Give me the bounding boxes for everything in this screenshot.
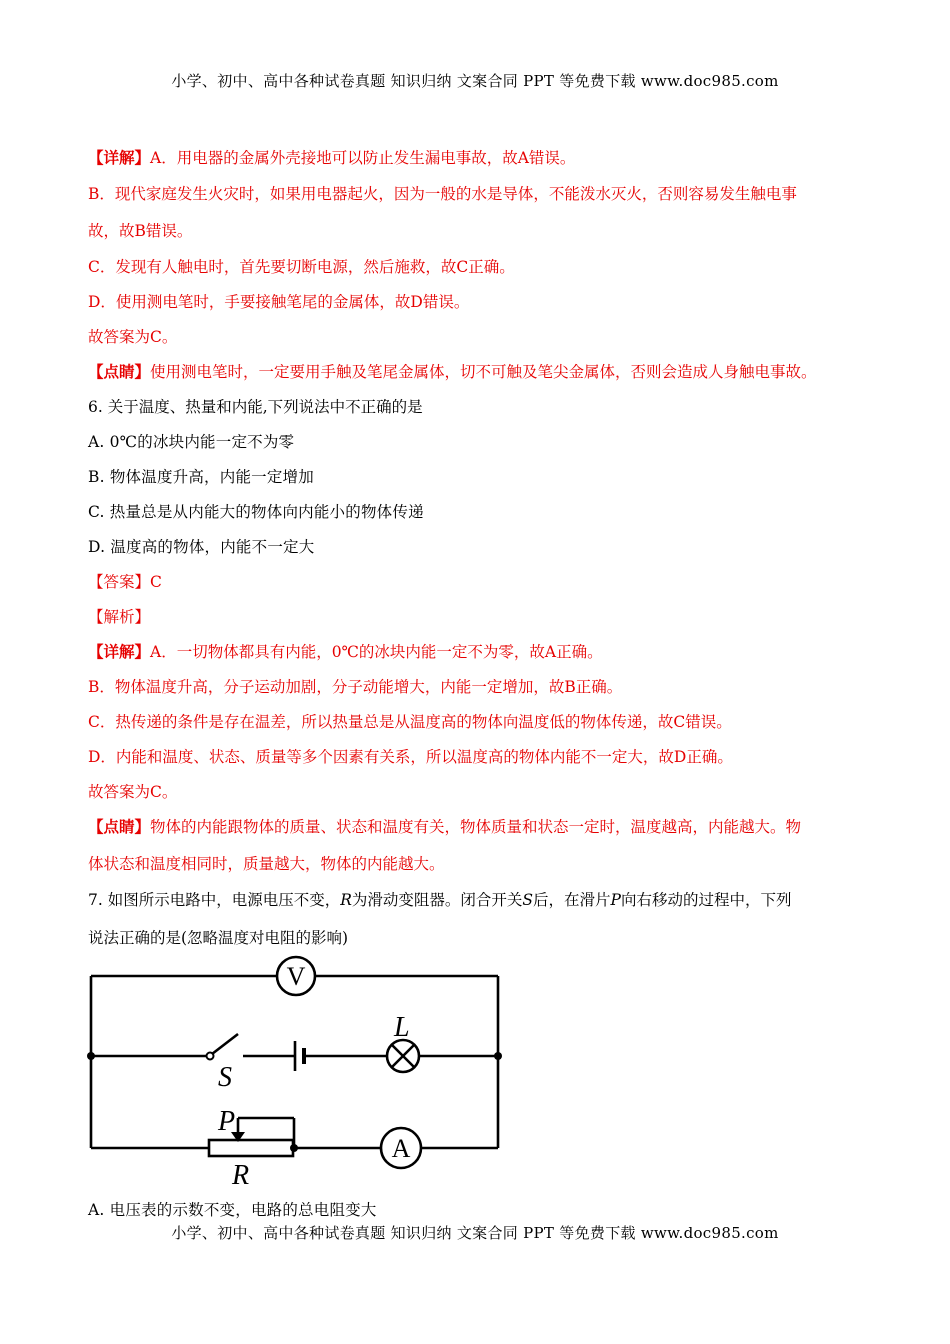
q7-stem-part3: 后，在滑片 [533,891,611,909]
q6-tip1 [88,815,888,837]
junction-left [87,1052,95,1060]
q7-stem-part4: 向右移动的过程中，下列 [620,891,792,909]
switch-pivot [207,1053,214,1060]
q6-detail-a [88,640,888,662]
q6-stem: 6. 关于温度、热量和内能,下列说法中不正确的是 [88,398,423,416]
tip-tag: 【点睛】 [88,362,151,381]
q5-detail-c: C．发现有人触电时，首先要切断电源，然后施救，故C正确。 [88,258,515,276]
rheostat-label: R [232,1160,250,1190]
circuit-diagram [80,950,520,1190]
q5-answer-line: 故答案为C。 [88,328,178,346]
q5-detail-b1: B．现代家庭发生火灾时，如果用电器起火，因为一般的水是导体，不能泼水灭火，否则容易发生触电事 [88,185,797,203]
q5-detail-a-text: A．用电器的金属外壳接地可以防止发生漏电事故，故A错误。 [150,149,576,167]
junction-rheostat [290,1144,298,1152]
detail-tag: 【详解】 [88,642,151,661]
q6-option-d: D. 温度高的物体，内能不一定大 [88,538,315,556]
junction-right [494,1052,502,1060]
q6-answer: 【答案】C [88,573,162,591]
q5-detail-d: D．使用测电笔时，手要接触笔尾的金属体，故D错误。 [88,293,470,311]
q5-tip-text: 使用测电笔时，一定要用手触及笔尾金属体，切不可触及笔尖金属体，否则会造成人身触电事故。 [150,363,817,381]
q6-option-b: B. 物体温度升高，内能一定增加 [88,468,314,486]
var-r: R [340,891,352,909]
q6-option-a: A. 0℃的冰块内能一定不为零 [88,433,295,451]
var-p: P [610,891,621,909]
q7-option-a: A. 电压表的示数不变，电路的总电阻变大 [88,1201,377,1219]
lamp-label: L [394,1012,410,1043]
q5-detail-b2: 故，故B错误。 [88,222,193,240]
page-header: 小学、初中、高中各种试卷真题 知识归纳 文案合同 PPT 等免费下载 www.doc985.com [171,72,779,90]
q6-detail-a-text: A．一切物体都具有内能，0℃的冰块内能一定不为零，故A正确。 [150,643,603,661]
q6-option-c: C. 热量总是从内能大的物体向内能小的物体传递 [88,503,424,521]
ammeter-label: A [391,1134,411,1163]
switch-label: S [218,1062,232,1093]
rheostat-body [209,1140,293,1156]
q5-detail-a [88,146,888,168]
q6-detail-d: D．内能和温度、状态、质量等多个因素有关系，所以温度高的物体内能不一定大，故D正确。 [88,748,733,766]
q6-answer-line: 故答案为C。 [88,783,178,801]
q6-analysis-tag: 【解析】 [88,608,151,626]
detail-tag: 【详解】 [88,148,151,167]
switch-blade [212,1034,238,1054]
q5-tip [88,360,888,382]
q7-stem-part1: 7. 如图所示电路中，电源电压不变， [88,891,341,909]
page-footer: 小学、初中、高中各种试卷真题 知识归纳 文案合同 PPT 等免费下载 www.doc985.com [171,1224,779,1242]
q7-stem-line1 [88,888,888,910]
voltmeter-label: V [286,962,306,991]
slider-label: P [218,1106,236,1137]
q6-tip1-text: 物体的内能跟物体的质量、状态和温度有关，物体质量和状态一定时，温度越高，内能越大。物 [150,818,802,836]
q7-stem-line2: 说法正确的是(忽略温度对电阻的影响) [88,929,349,947]
var-s: S [522,891,534,909]
q7-stem-part2: 为滑动变阻器。闭合开关 [351,891,523,909]
tip-tag: 【点睛】 [88,817,151,836]
q6-detail-c: C．热传递的条件是存在温差，所以热量总是从温度高的物体向温度低的物体传递，故C错误。 [88,713,732,731]
q6-tip2: 体状态和温度相同时，质量越大，物体的内能越大。 [88,855,445,873]
q6-detail-b: B．物体温度升高，分子运动加剧，分子动能增大，内能一定增加，故B正确。 [88,678,623,696]
